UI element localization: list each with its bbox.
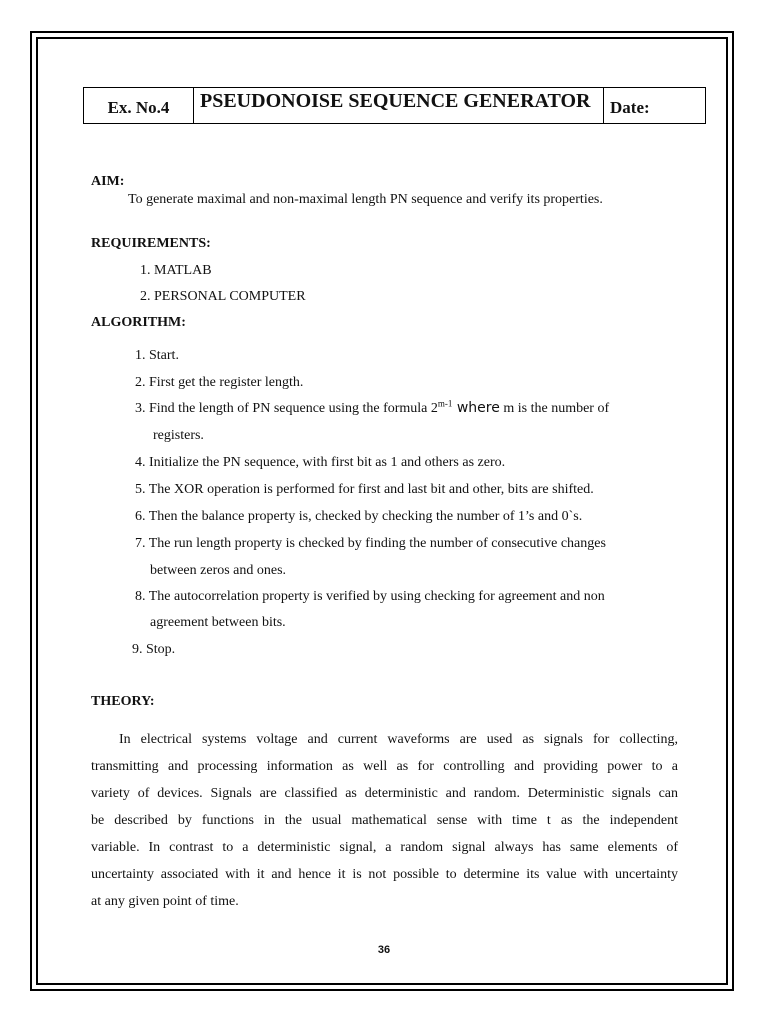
- exercise-number: Ex. No.4: [84, 88, 194, 123]
- algorithm-step-continuation: registers.: [153, 428, 204, 443]
- aim-text: To generate maximal and non-maximal length PN sequence and verify its properties.: [128, 192, 603, 207]
- theory-heading: THEORY:: [91, 694, 155, 709]
- algorithm-step: [135, 400, 609, 417]
- theory-line: at any given point of time.: [91, 894, 239, 909]
- aim-heading: AIM:: [91, 174, 125, 189]
- algorithm-step: 9. Stop.: [132, 642, 176, 657]
- algorithm-step: 7. The run length property is checked by finding the number of consecutive changes: [135, 536, 606, 551]
- theory-line: In electrical systems voltage and current waveforms are used as signals for collecting,: [119, 732, 678, 747]
- algorithm-step: 1. Start.: [135, 348, 179, 363]
- exponent: m-1: [437, 398, 453, 409]
- requirements-heading: REQUIREMENTS:: [91, 236, 211, 251]
- algorithm-step: 8. The autocorrelation property is verified by using checking for agreement and non: [135, 589, 605, 604]
- exercise-title: PSEUDONOISE SEQUENCE GENERATOR: [194, 88, 604, 123]
- date-label: Date:: [610, 97, 650, 117]
- algorithm-step-text: 3. Find the length of PN sequence using the formula 2: [135, 401, 438, 416]
- algorithm-step-continuation: between zeros and ones.: [150, 563, 287, 578]
- algorithm-step: 4. Initialize the PN sequence, with first bit as 1 and others as zero.: [135, 455, 506, 470]
- algorithm-step: 6. Then the balance property is, checked by checking the number of 1’s and 0`s.: [135, 509, 583, 524]
- theory-line: be described by functions in the usual mathematical sense with time t as the independent: [91, 813, 678, 828]
- algorithm-step: 5. The XOR operation is performed for first and last bit and other, bits are shifted.: [135, 482, 594, 497]
- exercise-header: [83, 87, 706, 124]
- requirement-item: 1. MATLAB: [140, 263, 212, 278]
- algorithm-heading: ALGORITHM:: [91, 315, 186, 330]
- theory-line: variety of devices. Signals are classified as deterministic and random. Deterministic signals can: [91, 786, 678, 801]
- theory-line: uncertainty associated with it and hence it is not possible to determine its value with uncertainty: [91, 867, 678, 882]
- theory-line: transmitting and processing information as well as for controlling and providing power to a: [91, 759, 678, 774]
- algorithm-step: 2. First get the register length.: [135, 375, 304, 390]
- page-number: 36: [377, 944, 391, 956]
- theory-paragraph: [91, 726, 678, 915]
- algorithm-step-continuation: agreement between bits.: [150, 615, 286, 630]
- theory-line: variable. In contrast to a deterministic signal, a random signal always has same elements of: [91, 840, 678, 855]
- algorithm-step-text: m is the number of: [499, 401, 610, 416]
- requirement-item: 2. PERSONAL COMPUTER: [140, 289, 306, 304]
- where-word: where: [452, 400, 500, 416]
